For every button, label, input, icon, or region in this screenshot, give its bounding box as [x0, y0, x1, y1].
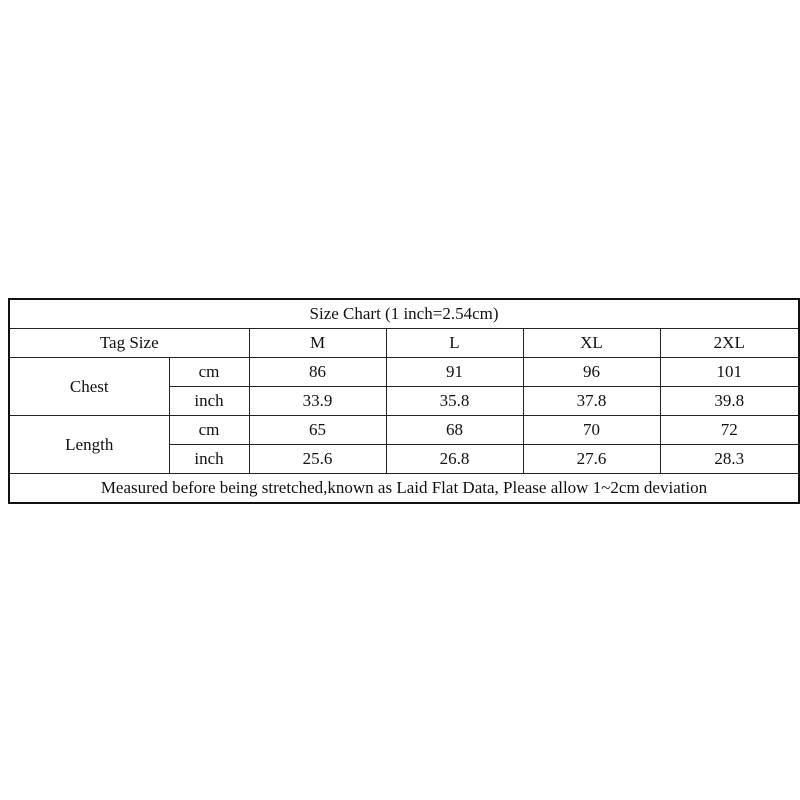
table-cell: 101 [660, 358, 799, 387]
table-cell: 35.8 [386, 387, 523, 416]
table-cell: 28.3 [660, 445, 799, 474]
unit-label: inch [169, 445, 249, 474]
length-label: Length [9, 416, 169, 474]
size-header-2xl: 2XL [660, 329, 799, 358]
table-cell: 39.8 [660, 387, 799, 416]
size-header-xl: XL [523, 329, 660, 358]
chest-cm-row [9, 358, 799, 387]
table-cell: 96 [523, 358, 660, 387]
note-row [9, 474, 799, 504]
size-chart-table [8, 298, 800, 504]
table-cell: 26.8 [386, 445, 523, 474]
table-cell: 91 [386, 358, 523, 387]
title-row [9, 299, 799, 329]
size-header-m: M [249, 329, 386, 358]
unit-label: inch [169, 387, 249, 416]
tag-size-label: Tag Size [9, 329, 249, 358]
header-row [9, 329, 799, 358]
chest-label: Chest [9, 358, 169, 416]
table-cell: 72 [660, 416, 799, 445]
unit-label: cm [169, 358, 249, 387]
table-cell: 25.6 [249, 445, 386, 474]
size-header-l: L [386, 329, 523, 358]
table-cell: 33.9 [249, 387, 386, 416]
table-cell: 86 [249, 358, 386, 387]
length-cm-row [9, 416, 799, 445]
table-cell: 70 [523, 416, 660, 445]
unit-label: cm [169, 416, 249, 445]
table-cell: 68 [386, 416, 523, 445]
table-cell: 37.8 [523, 387, 660, 416]
measurement-note: Measured before being stretched,known as Laid Flat Data, Please allow 1~2cm deviation [9, 474, 799, 504]
table-cell: 65 [249, 416, 386, 445]
chart-title: Size Chart (1 inch=2.54cm) [9, 299, 799, 329]
table-cell: 27.6 [523, 445, 660, 474]
